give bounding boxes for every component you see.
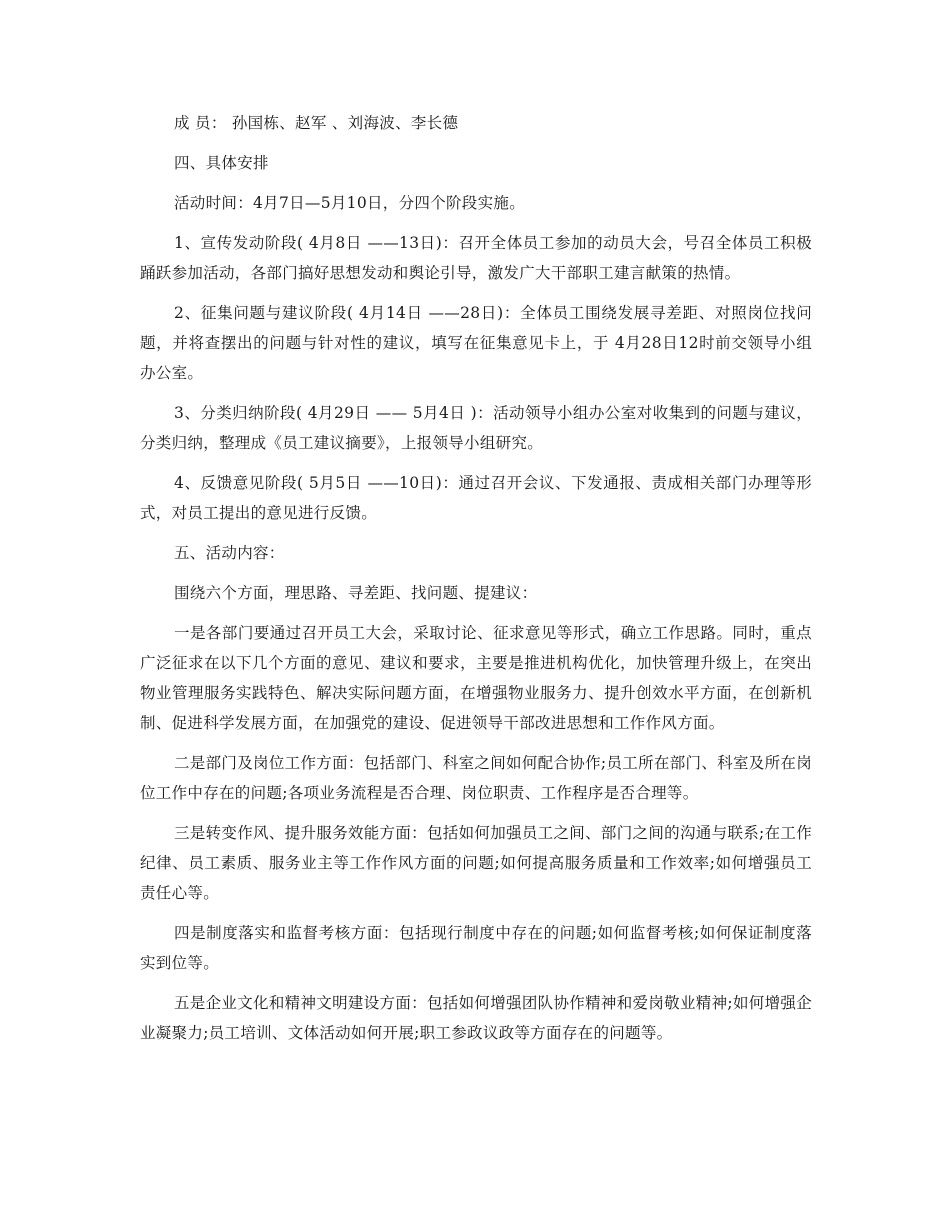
section-heading-content: 五、活动内容： — [174, 544, 285, 562]
six-aspects-intro: 围绕六个方面，理思路、寻差距、找问题、提建议： — [174, 584, 538, 602]
stage-1-paragraph: 1、宣传发动阶段( 4月8日 ——13日)：召开全体员工参加的动员大会，号召全体员工积极踊跃参加活动，各部门搞好思想发动和舆论引导，激发广大干部职工建言献策的热情。 — [140, 234, 812, 282]
aspect-2-paragraph: 二是部门及岗位工作方面：包括部门、科室之间如何配合协作;员工所在部门、科室及所在岗位工作中存在的问题;各项业务流程是否合理、岗位职责、工作程序是否合理等。 — [140, 754, 812, 802]
members-line: 成 员： 孙国栋、赵军 、刘海波、李长德 — [174, 114, 459, 132]
stage-3-paragraph: 3、分类归纳阶段( 4月29日 —— 5月4日 )：活动领导小组办公室对收集到的问题与建议，分类归纳，整理成《员工建议摘要》，上报领导小组研究。 — [140, 404, 812, 452]
activity-time: 活动时间：4月7日—5月10日，分四个阶段实施。 — [174, 194, 526, 212]
stage-2-paragraph: 2、征集问题与建议阶段( 4月14日 ——28日)：全体员工围绕发展寻差距、对照岗位找问题，并将查摆出的问题与针对性的建议，填写在征集意见卡上，于 4月28日12时前交领导小组办公室。 — [140, 304, 812, 382]
aspect-1-paragraph: 一是各部门要通过召开员工大会，采取讨论、征求意见等形式，确立工作思路。同时，重点广泛征求在以下几个方面的意见、建议和要求，主要是推进机构优化，加快管理升级上，在突出物业管理服务实践特色、解决实际问题方面，在增强物业服务力、提升创效水平方面，在创新机制、促进科学发展方面，在加强党的建设、促进领导干部改进思想和工作作风方面。 — [140, 624, 812, 732]
stage-4-paragraph: 4、反馈意见阶段( 5月5日 ——10日)：通过召开会议、下发通报、责成相关部门办理等形式，对员工提出的意见进行反馈。 — [140, 474, 812, 522]
aspect-5-paragraph: 五是企业文化和精神文明建设方面：包括如何增强团队协作精神和爱岗敬业精神;如何增强企业凝聚力;员工培训、文体活动如何开展;职工参政议政等方面存在的问题等。 — [140, 994, 812, 1042]
section-heading-arrangement: 四、具体安排 — [174, 154, 269, 172]
aspect-3-paragraph: 三是转变作风、提升服务效能方面：包括如何加强员工之间、部门之间的沟通与联系;在工作纪律、员工素质、服务业主等工作作风方面的问题;如何提高服务质量和工作效率;如何增强员工责任心等。 — [140, 824, 812, 902]
aspect-4-paragraph: 四是制度落实和监督考核方面：包括现行制度中存在的问题;如何监督考核;如何保证制度落实到位等。 — [140, 924, 812, 972]
document-page — [140, 108, 812, 1048]
